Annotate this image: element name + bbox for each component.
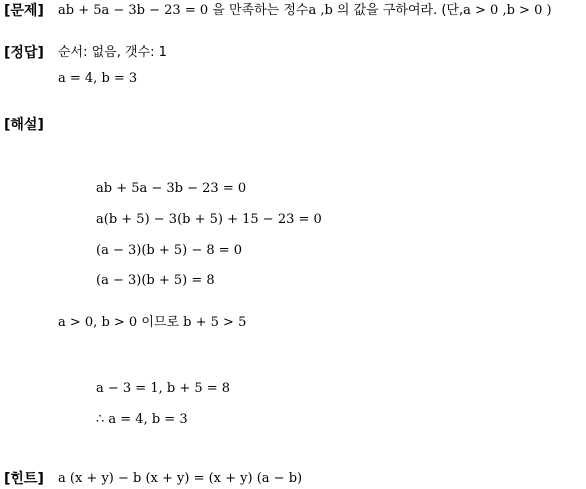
solution-cond-math-1: a > 0, b > 0 bbox=[58, 315, 138, 330]
hint-formula: a (x + y) − b (x + y) = (x + y) (a − b) bbox=[58, 471, 303, 486]
answer-order-count: 순서: 없음, 갯수: 1 bbox=[58, 45, 167, 60]
solution-step-2: a(b + 5) − 3(b + 5) + 15 − 23 = 0 bbox=[96, 212, 322, 227]
problem-text-2: 의 값을 구하여라. (단, bbox=[332, 3, 464, 18]
problem-vars: a ,b bbox=[308, 3, 333, 18]
problem-tag: [문제] bbox=[4, 3, 44, 19]
problem-statement bbox=[58, 2, 552, 20]
solution-step-3: (a − 3)(b + 5) − 8 = 0 bbox=[96, 243, 243, 258]
solution-condition bbox=[58, 314, 246, 332]
problem-text-1: 을 만족하는 정수 bbox=[208, 3, 309, 18]
problem-equation: ab + 5a − 3b − 23 = 0 bbox=[58, 3, 209, 18]
answer-tag: [정답] bbox=[4, 45, 44, 61]
solution-cond-text: 이므로 bbox=[137, 315, 184, 330]
solution-result-2: ∴ a = 4, b = 3 bbox=[96, 412, 188, 427]
problem-close: ) bbox=[542, 3, 552, 18]
answer-values: a = 4, b = 3 bbox=[58, 71, 138, 86]
solution-step-1: ab + 5a − 3b − 23 = 0 bbox=[96, 181, 247, 196]
hint-tag: [힌트] bbox=[4, 471, 44, 487]
solution-result-1: a − 3 = 1, b + 5 = 8 bbox=[96, 381, 231, 396]
solution-cond-math-2: b + 5 > 5 bbox=[183, 315, 247, 330]
solution-tag: [해설] bbox=[4, 117, 44, 133]
solution-step-4: (a − 3)(b + 5) = 8 bbox=[96, 273, 215, 288]
problem-condition: a > 0 ,b > 0 bbox=[463, 3, 543, 18]
